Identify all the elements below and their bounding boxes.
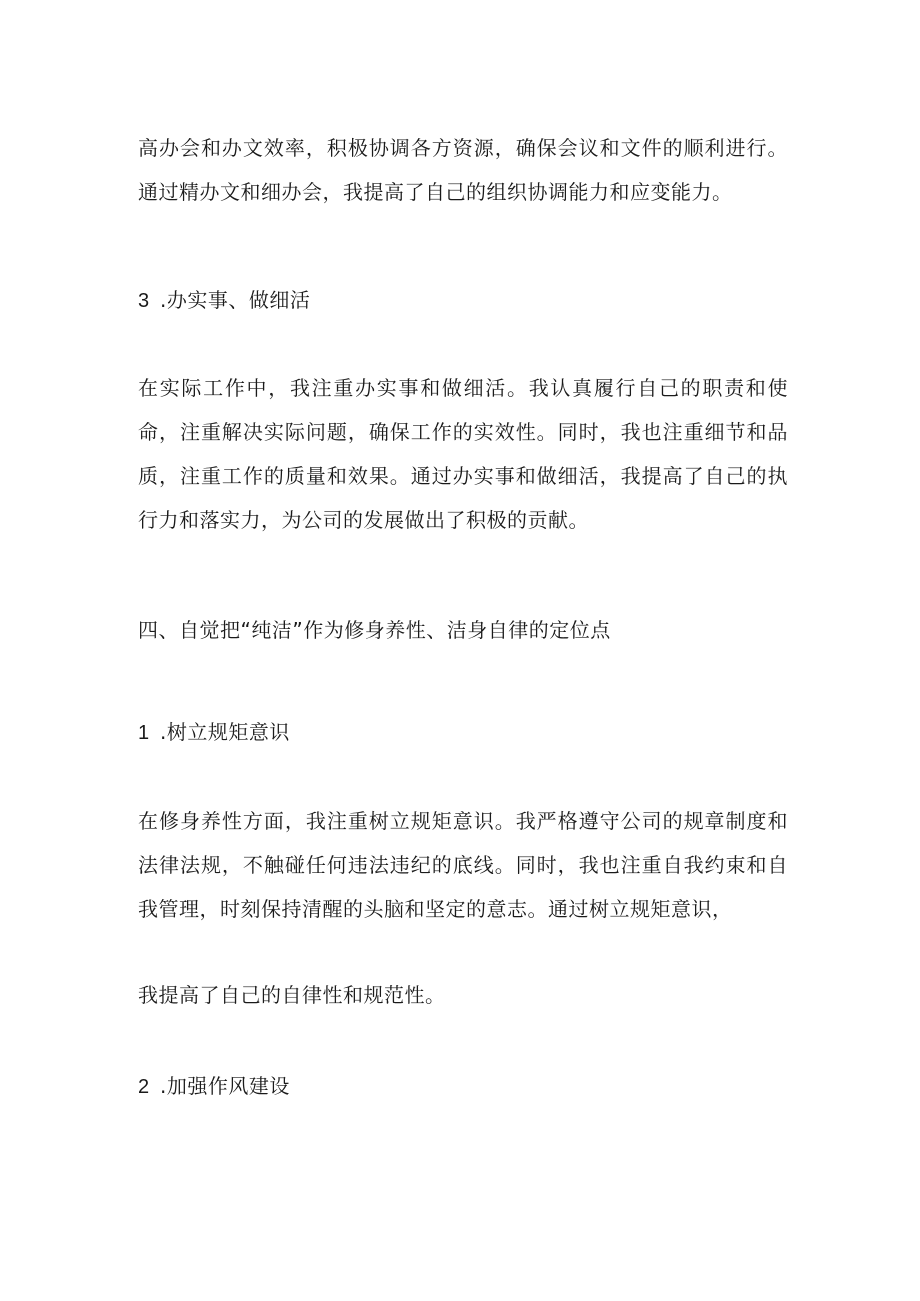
paragraph-continued: 高办会和办文效率，积极协调各方资源，确保会议和文件的顺利进行。通过精办文和细办会，我提高了自己的组织协调能力和应变能力。 bbox=[138, 136, 788, 204]
section-4-title: 四、自觉把“纯洁”作为修身养性、洁身自律的定位点 bbox=[138, 618, 611, 642]
heading-4-2-text: .加强作风建设 bbox=[160, 1074, 290, 1098]
heading-4-1-text: .树立规矩意识 bbox=[160, 720, 290, 744]
heading-3 bbox=[138, 286, 788, 315]
heading-4-1-number: 1 bbox=[138, 722, 150, 744]
heading-4-1 bbox=[138, 718, 788, 747]
heading-4-2 bbox=[138, 1072, 788, 1101]
paragraph-3: 在实际工作中，我注重办实事和做细活。我认真履行自己的职责和使命，注重解决实际问题，确保工作的实效性。同时，我也注重细节和品质，注重工作的质量和效果。通过办实事和做细活，我提高了自己的执行力和落实力，为公司的发展做出了积极的贡献。 bbox=[138, 376, 788, 532]
heading-4-2-number: 2 bbox=[138, 1076, 150, 1098]
paragraph-4-1: 在修身养性方面，我注重树立规矩意识。我严格遵守公司的规章制度和法律法规，不触碰任何违法违纪的底线。同时，我也注重自我约束和自我管理，时刻保持清醒的头脑和坚定的意志。通过树立规矩意识， bbox=[138, 809, 788, 921]
heading-3-number: 3 bbox=[138, 290, 150, 312]
heading-3-text: .办实事、做细活 bbox=[160, 288, 311, 312]
paragraph-4-1-continued: 我提高了自己的自律性和规范性。 bbox=[138, 983, 446, 1007]
